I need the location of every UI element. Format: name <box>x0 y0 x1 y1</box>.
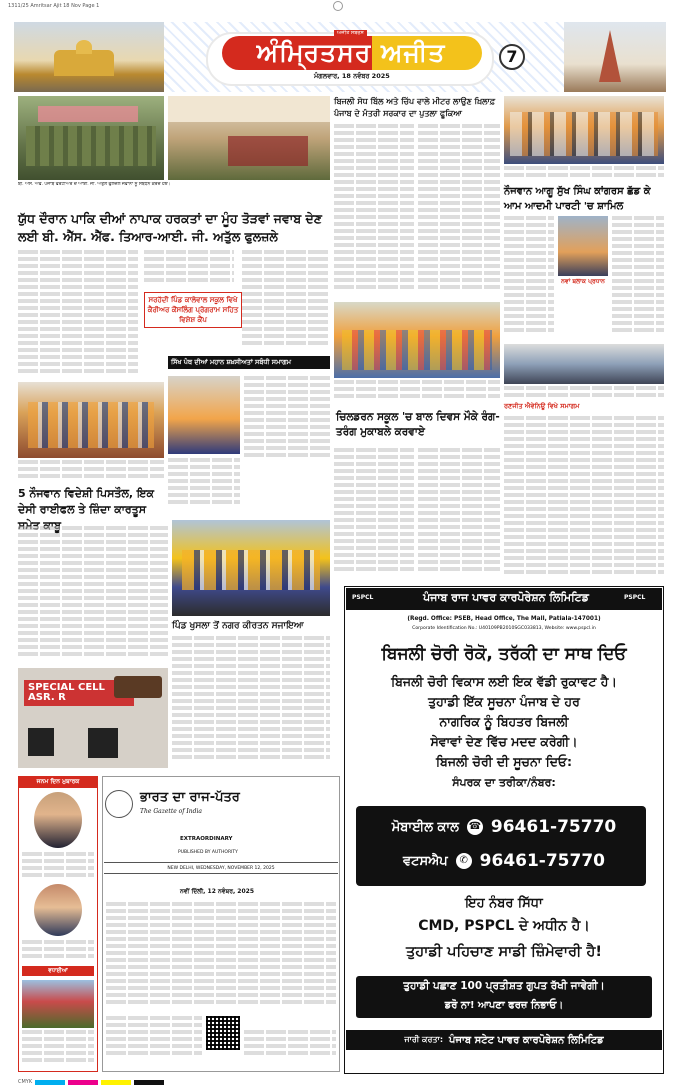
ad-company: ਪੰਜਾਬ ਰਾਜ ਪਾਵਰ ਕਾਰਪੋਰੇਸ਼ਨ ਲਿਮਿਟਿਡ <box>423 591 589 604</box>
whatsapp-label: ਵਟਸਐਪ <box>403 853 448 869</box>
story1-body-2 <box>144 250 234 290</box>
bsf-group-photo <box>18 96 164 180</box>
gazette-sign <box>106 1016 202 1066</box>
gazette-notice: ਨਵੀਂ ਦਿੱਲੀ, 12 ਨਵੰਬਰ, 2025 <box>180 888 255 895</box>
story4-headline: 5 ਨੌਜਵਾਨ ਵਿਦੇਸ਼ੀ ਪਿਸਤੌਲ, ਇਕ ਦੇਸੀ ਰਾਈਫਲ ਤੇ ਜ਼ਿੰਦਾ ਕਾਰਤੂਸ <box>18 487 154 516</box>
whatsapp-icon: ✆ <box>456 853 472 869</box>
story1-body <box>18 250 138 378</box>
story1-caption: ਬੀ. ਐੱਸ. ਐੱਫ. ਪੰਜਾਬ ਫਰੰਟੀਅਰ ਦੇ ਆਈ. ਜੀ. ਅਤੁੱਲ ਫੁਲਜ਼ਲੇ ਜਵਾਨਾਂ ਨੂੰ ਸੰਬੋਧਨ ਕਰਦੇ ਹੋਏ। <box>18 182 171 187</box>
story6-body-2 <box>418 448 500 578</box>
school-caption <box>18 460 164 484</box>
story6-body <box>334 448 414 578</box>
ad-privacy2: ਡਰੋ ਨਾ! ਆਪਣਾ ਫਰਜ਼ ਨਿਭਾਓ। <box>444 1000 564 1011</box>
story2-body <box>334 124 414 300</box>
story3-body-2 <box>612 216 664 338</box>
ad-logo-right: PSPCL <box>624 594 646 601</box>
mobile-label: ਮੋਬਾਈਲ ਕਾਲ <box>391 819 459 835</box>
story2-body-2 <box>418 124 500 300</box>
group-photo <box>504 344 664 384</box>
masthead <box>14 22 666 92</box>
gazette-authority: PUBLISHED BY AUTHORITY <box>178 850 238 855</box>
story1-sub-box: ਸਰਹੱਦੀ ਪਿੰਡ ਕਾਲੇਵਾਲ ਸਕੂਲ ਵਿਖੇ ਕੈਰੀਅਰ ਕੌਂਸਲਿੰਗ ਪ੍ਰੋਗਰਾਮ ਸਹਿਤ ਵਿਸ਼ੇਸ਼ ਕੈਂਪ <box>144 292 242 328</box>
story5-body-2 <box>168 458 240 514</box>
story3-headline: ਨੌਜਵਾਨ ਆਗੂ ਸੁੱਖ ਸਿੰਘ ਕਾਂਗਰਸ ਛੱਡ ਕੇ ਆਮ ਆਦਮੀ ਪਾਰਟੀ 'ਚ ਸ਼ਾਮਿਲ <box>504 186 651 212</box>
page-number: 7 <box>499 44 525 70</box>
story7-headline: ਪਿੰਡ ਖੁਸਲਾ ਤੋਂ ਨਗਰ ਕੀਰਤਨ ਸਜਾਇਆ <box>172 621 304 631</box>
story1-body-3 <box>242 250 330 356</box>
child-photo-2 <box>34 884 82 936</box>
ad-privacy1: ਤੁਹਾਡੀ ਪਛਾਣ 100 ਪ੍ਰਤੀਸ਼ਤ ਗੁਪਤ ਰੱਖੀ ਜਾਵੇਗੀ। <box>403 980 605 992</box>
color-bar <box>18 1078 658 1086</box>
story3-caption <box>504 166 664 182</box>
ad-slogan: ਬਿਜਲੀ ਚੋਰੀ ਰੋਕੋ, ਤਰੱਕੀ ਦਾ ਸਾਥ ਦਿਓ <box>381 644 627 664</box>
golden-temple-photo <box>14 22 184 92</box>
story2-headline: ਬਿਜਲੀ ਸੋਧ ਬਿੱਲ ਅਤੇ ਚਿੱਪ ਵਾਲੇ ਮੀਟਰ ਲਾਉਣ ਖ਼ਿਲਾਫ਼ ਪੰਜਾਬ ਦੇ ਮੰਤਰੀ ਸਰਕਾਰ ਦਾ ਪੁਤਲਾ ਫੂਕਿਆ <box>334 97 496 118</box>
birthday-text-3 <box>22 1030 94 1068</box>
ad-direct2: CMD, PSPCL ਦੇ ਅਧੀਨ ਹੈ। <box>418 918 590 934</box>
bsf-ceremony-photo <box>168 96 330 180</box>
masthead-tag: ਅਜੀਤ ਸਬਰਸ <box>334 30 367 36</box>
couple-photo <box>22 980 94 1028</box>
ad-identity: ਤੁਹਾਡੀ ਪਹਿਚਾਣ ਸਾਡੀ ਜ਼ਿੰਮੇਵਾਰੀ ਹੈ! <box>406 944 602 960</box>
mobile-number[interactable]: 96461-75770 <box>490 817 617 837</box>
gazette-sign-2 <box>244 1030 336 1066</box>
emblem-icon <box>105 790 133 818</box>
registration-mark <box>333 1 343 11</box>
cmyk-label: CMYK <box>18 1079 33 1085</box>
ad-line1: ਬਿਜਲੀ ਚੋਰੀ ਵਿਕਾਸ ਲਈ ਇਕ ਵੱਡੀ ਰੁਕਾਵਟ ਹੈ। <box>391 674 617 689</box>
children-photo <box>334 302 500 378</box>
story1-headline: ਯੁੱਧ ਦੌਰਾਨ ਪਾਕਿ ਦੀਆਂ ਨਾਪਾਕ ਹਰਕਤਾਂ ਦਾ ਮੂੰਹ ਤੋੜਵਾਂ ਜਵਾਬ ਦੇਣ ਲਈ ਬੀ. ਐੱਸ. ਐੱਫ. ਤਿਆਰ-ਆਈ. ਜੀ. ਅਤੁੱਲ ਫੁਲਜ਼ਲੇ <box>18 211 322 244</box>
story4-body <box>18 526 168 666</box>
masthead-title: ਅੰਮ੍ਰਿਤਸਰ ਅਜੀਤ <box>256 38 446 67</box>
portrait-photo <box>558 216 608 276</box>
gazette-body <box>106 902 336 1012</box>
ad-line2: ਤੁਹਾਡੀ ਇੱਕ ਸੂਚਨਾ ਪੰਜਾਬ ਦੇ ਹਰ <box>428 694 580 709</box>
ad-line4: ਸੇਵਾਵਾਂ ਦੇਣ ਵਿੱਚ ਮਦਦ ਕਰੇਗੀ। <box>430 734 578 749</box>
child-photo-1 <box>34 792 82 848</box>
party-joining-photo <box>504 96 664 164</box>
whatsapp-row <box>364 846 644 876</box>
story5-body <box>244 376 330 466</box>
story6-headline: ਚਿਲਡਰਨ ਸਕੂਲ 'ਚ ਬਾਲ ਦਿਵਸ ਮੌਕੇ ਰੰਗ-ਤਰੰਗ ਮੁਕਾਬਲੇ ਕਰਵਾਏ <box>336 411 500 438</box>
birthday-text-2 <box>22 940 94 962</box>
special-cell-badge: SPECIAL CELL ASR. R <box>24 680 134 706</box>
ad-line5: ਬਿਜਲੀ ਚੋਰੀ ਦੀ ਸੂਚਨਾ ਦਿਓ: <box>436 754 572 769</box>
story3-tag: ਨਵਾਂ ਬਲਾਕ ਪ੍ਰਧਾਨ <box>561 278 605 285</box>
ad-regd: (Regd. Office: PSEB, Head Office, The Mall, Patiala-147001) <box>407 616 601 622</box>
ad-footer-label: ਜਾਰੀ ਕਰਤਾ: <box>404 1035 444 1044</box>
gazette-line: NEW DELHI, WEDNESDAY, NOVEMBER 12, 2025 <box>104 862 338 874</box>
mobile-row <box>364 812 644 842</box>
ad-direct1: ਇਹ ਨੰਬਰ ਸਿੱਧਾ <box>465 896 543 911</box>
ad-cin: Corporate Identification No.: U40109PB2010SGC033813, Website: www.pspcl.in <box>412 626 596 631</box>
story8-strip: ਸਿੱਖ ਪੰਥ ਦੀਆਂ ਮਹਾਨ ਸ਼ਖ਼ਸੀਅਤਾਂ ਸਬੰਧੀ ਸਮਾਗਮ <box>168 356 330 369</box>
print-header: 1311/25 Amritsar Ajit 18 Nov Page 1 <box>8 3 100 9</box>
gazette-type: EXTRAORDINARY <box>180 836 233 842</box>
story3-body <box>504 216 554 338</box>
children-caption <box>334 380 500 406</box>
qr-code <box>206 1016 240 1050</box>
gazette-title: ਭਾਰਤ ਦਾ ਰਾਜ-ਪੱਤਰ <box>140 790 240 805</box>
masthead-date: ਮੰਗਲਵਾਰ, 18 ਨਵੰਬਰ 2025 <box>314 72 390 80</box>
ad-logo-left: PSPCL <box>352 594 374 601</box>
group-caption <box>504 386 664 400</box>
birthday-text-1 <box>22 852 94 880</box>
phone-icon: ☎ <box>467 819 483 835</box>
birthday-header: ਜਨਮ ਦਿਨ ਮੁਬਾਰਕ <box>18 776 98 788</box>
ad-line6: ਸੰਪਰਕ ਦਾ ਤਰੀਕਾ/ਨੰਬਰ: <box>452 776 556 789</box>
ad-line3: ਨਾਗਰਿਕ ਨੂੰ ਬਿਹਤਰ ਬਿਜਲੀ <box>439 714 569 729</box>
birthday-footer: ਵਧਾਈਆਂ <box>22 966 94 976</box>
nagar-kirtan-photo <box>172 520 330 616</box>
ad-footer <box>346 1030 662 1050</box>
story8-body <box>504 416 664 578</box>
ceremony-photo-1 <box>168 376 240 454</box>
ad-footer-org: ਪੰਜਾਬ ਸਟੇਟ ਪਾਵਰ ਕਾਰਪੋਰੇਸ਼ਨ ਲਿਮਿਟਿਡ <box>449 1034 604 1046</box>
gazette-subtitle: The Gazette of India <box>140 808 202 815</box>
story7-body <box>172 636 330 770</box>
story8-headline: ਰਣਜੀਤ ਐਵੇਨਿਊ ਵਿਖੇ ਸਮਾਗਮ <box>504 402 580 410</box>
whatsapp-number[interactable]: 96461-75770 <box>479 851 605 871</box>
school-photo <box>18 382 164 458</box>
weapons-photo <box>18 668 168 768</box>
